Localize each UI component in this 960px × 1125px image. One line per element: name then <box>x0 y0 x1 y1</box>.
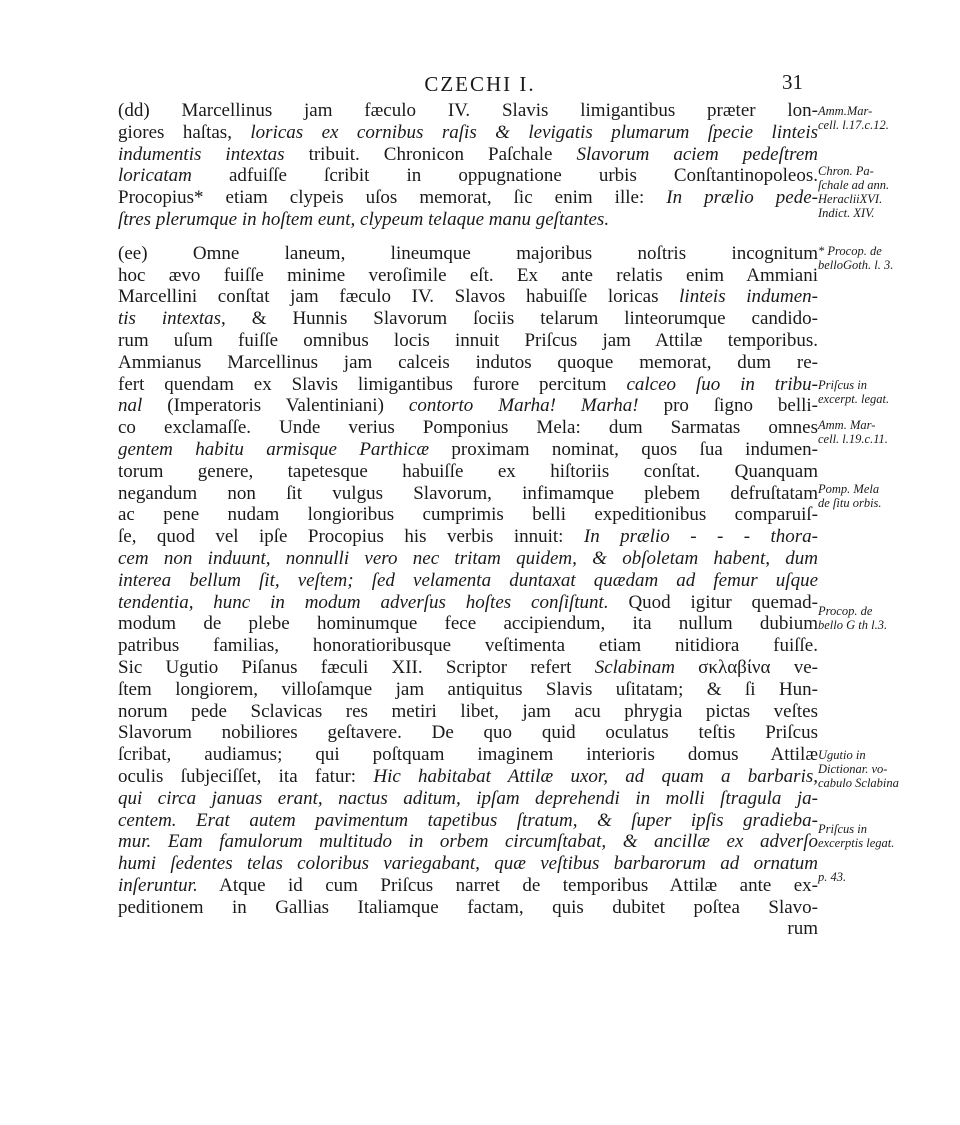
margin-note-line: ſchale ad ann. <box>818 178 890 192</box>
text-segment: norum pede Sclavicas res metiri libet, jam acu phrygia pictas veſtes <box>118 700 818 722</box>
text-line <box>118 918 818 940</box>
page-number: 31 <box>782 70 803 94</box>
margin-note-line: Procop. de <box>818 604 873 618</box>
margin-note-line: excerpt. legat. <box>818 392 890 406</box>
text-segment: interea bellum ſit, veſtem; ſed velamenta duntaxat quædam ad femur uſque <box>118 569 818 591</box>
text-segment: tis intextas <box>118 308 222 330</box>
margin-note-amm-marcell-2 <box>818 418 948 446</box>
text-line <box>118 144 818 166</box>
text-segment: peditionem in Gallias Italiamque factam, quis dubitet poſtea Slavo- <box>118 896 818 918</box>
margin-note-line: HeracliiXVI. <box>818 192 883 206</box>
margin-note-line: cell. l.19.c.11. <box>818 432 888 446</box>
text-line <box>118 243 818 265</box>
margin-note-ugutio <box>818 748 948 790</box>
text-segment: negandum non ſit vulgus Slavorum, infimamque plebem defruſtatam <box>118 482 818 504</box>
text-line <box>118 122 818 144</box>
text-line <box>118 504 818 526</box>
margin-note-page-ref <box>818 870 948 884</box>
text-segment: adfuiſſe ſcribit in oppugnatione urbis Conſtantinopoleos. <box>191 165 818 187</box>
text-line <box>118 461 818 483</box>
text-segment: centem. Erat autem pavimentum tapetibus ſtratum, & ſuper ipſis gradieba- <box>118 809 818 831</box>
text-line <box>118 744 818 766</box>
text-segment: Atque id cum Priſcus narret de temporibus Attilæ ante ex- <box>197 874 818 896</box>
text-line <box>118 548 818 570</box>
text-line <box>118 265 818 287</box>
margin-note-procop-bello-goth <box>818 244 948 272</box>
text-segment: cem non induunt, nonnulli vero nec tritam quidem, & obſoletam habent, dum <box>118 547 818 569</box>
text-segment: tendentia, hunc in modum adverſus hoſtes conſiſtunt. <box>118 591 609 613</box>
text-line <box>118 766 818 788</box>
text-segment: ſtem longiorem, villoſamque jam antiquitus Slavis uſitatam; & ſi Hun- <box>118 678 818 700</box>
text-line <box>118 526 818 548</box>
text-segment: Sic Ugutio Piſanus fæculi XII. Scriptor refert <box>118 656 595 678</box>
text-line <box>118 352 818 374</box>
text-segment: loricas ex cornibus raſis & levigatis plumarum ſpecie linteis <box>250 121 818 143</box>
text-segment: Hic habitabat Attilæ uxor, ad quam a barbaris, <box>373 765 818 787</box>
text-segment: calceo ſuo in tribu- <box>626 373 819 395</box>
text-segment: fert quendam ex Slavis limigantibus furore percitum <box>118 373 627 395</box>
running-head-title: CZECHI I. <box>424 72 536 96</box>
margin-note-pomp-mela <box>818 482 948 510</box>
text-segment: oculis ſubjeciſſet, ita fatur: <box>118 765 374 787</box>
text-line <box>118 722 818 744</box>
text-segment: Slavorum nobiliores geſtavere. De quo quid oculatus teſtis Priſcus <box>118 722 818 744</box>
text-line <box>118 165 818 187</box>
margin-note-line: Amm. Mar- <box>818 418 876 432</box>
text-segment: hoc ævo fuiſſe minime veroſimile eſt. Ex ante relatis enim Ammiani <box>118 264 818 286</box>
text-line <box>118 613 818 635</box>
text-segment: nal <box>118 395 143 417</box>
text-segment: ſe, quod vel ipſe Procopius his verbis innuit: <box>118 526 584 548</box>
text-segment: qui circa januas erant, nactus aditum, ipſam deprehendi in molli ſtragula ja- <box>118 787 818 809</box>
margin-note-line: Dictionar. vo- <box>818 762 888 776</box>
text-segment: torum genere, tapetesque habuiſſe ex hiſtoriis conſtat. Quanquam <box>118 460 818 482</box>
text-segment: inſeruntur. <box>118 874 198 896</box>
text-segment: mur. Eam famulorum multitudo in orbem circumſtabat, & ancillæ ex adverſo <box>118 831 818 853</box>
text-line <box>118 395 818 417</box>
text-segment: (dd) Marcellinus jam fæculo IV. Slavis limigantibus præter lon- <box>118 100 818 121</box>
text-segment: Procopius* etiam clypeis uſos memorat, ſic enim ille: <box>118 187 667 209</box>
margin-note-line: excerptis legat. <box>818 836 895 850</box>
main-text-body <box>118 100 818 940</box>
text-line <box>118 679 818 701</box>
margin-note-line: Chron. Pa- <box>818 164 874 178</box>
margin-note-line: Priſcus in <box>818 378 867 392</box>
margin-note-line: * Procop. de <box>818 244 882 258</box>
margin-note-chron-paschale <box>818 164 948 220</box>
margin-note-priscus-excerptis <box>818 822 948 850</box>
text-segment: contorto Marha! Marha! <box>408 395 639 417</box>
text-segment: Slavorum aciem pedeſtrem <box>576 143 819 165</box>
text-segment: Sclabinam <box>594 656 675 678</box>
text-line <box>118 417 818 439</box>
text-line <box>118 788 818 810</box>
text-segment: ſtres plerumque in hoſtem eunt, clypeum telaque manu geſtantes. <box>118 208 610 230</box>
text-line <box>118 831 818 853</box>
margin-note-priscus-excerpt <box>818 378 948 406</box>
text-line <box>118 570 818 592</box>
text-segment: In prælio - - - thora- <box>583 526 819 548</box>
text-segment: , & Hunnis Slavorum ſociis telarum linteorumque candido- <box>221 308 818 330</box>
text-segment: gentem habitu armisque Parthicæ <box>118 438 429 460</box>
margin-note-line: Indict. XIV. <box>818 206 875 220</box>
text-segment: humi ſedentes telas coloribus variegabant, quæ veſtibus barbarorum ad ornatum <box>118 853 818 875</box>
text-line <box>118 635 818 657</box>
text-line <box>118 308 818 330</box>
margin-note-line: p. 43. <box>818 870 847 884</box>
text-segment: co exclamaſſe. Unde verius Pomponius Mela: dum Sarmatas omnes <box>118 417 818 439</box>
text-segment: loricatam <box>118 165 192 187</box>
text-line <box>118 483 818 505</box>
text-line <box>118 374 818 396</box>
margin-note-line: cell. l.17.c.12. <box>818 118 889 132</box>
text-segment: indumentis intextas <box>118 143 285 165</box>
text-segment: pro ſigno belli- <box>638 395 819 417</box>
margin-note-line: Amm.Mar- <box>818 104 873 118</box>
margin-note-line: Pomp. Mela <box>818 482 880 496</box>
text-segment: patribus familias, honoratioribusque veſtimenta etiam nitidiora fuiſſe. <box>118 635 818 657</box>
text-line <box>118 657 818 679</box>
text-segment: ac pene nudam longioribus cumprimis belli expeditionibus comparuiſ- <box>118 504 818 526</box>
text-segment: modum de plebe hominumque fece accipiendum, ita nullum dubium <box>118 613 818 635</box>
text-line <box>118 286 818 308</box>
text-segment: ſcribat, audiamus; qui poſtquam imaginem interioris domus Attilæ <box>118 744 818 766</box>
text-segment: tribuit. Chronicon Paſchale <box>284 143 577 165</box>
margin-note-amm-marcell <box>818 104 948 132</box>
margin-note-procop-bello-goth-2 <box>818 604 948 632</box>
text-segment: Quod igitur quemad- <box>608 591 818 613</box>
text-segment: (ee) Omne laneum, lineumque majoribus noſtris incognitum <box>118 242 818 264</box>
text-line <box>118 592 818 614</box>
text-segment: rum <box>787 918 818 940</box>
text-segment: rum uſum fuiſſe omnibus locis innuit Priſcus jam Attilæ temporibus. <box>118 329 818 351</box>
text-line <box>118 187 818 209</box>
text-line <box>118 897 818 919</box>
text-line <box>118 810 818 832</box>
text-segment: giores haſtas, <box>118 121 251 143</box>
text-segment: In prælio pede- <box>666 187 818 209</box>
text-segment: proximam nominat, quos ſua indumen- <box>429 438 819 460</box>
text-segment: σκλαβίνα ve- <box>674 656 818 678</box>
margin-note-line: Priſcus in <box>818 822 867 836</box>
margin-note-line: cabulo Sclabina <box>818 776 899 790</box>
text-line <box>118 439 818 461</box>
text-segment: Ammianus Marcellinus jam calceis indutos quoque memorat, dum re- <box>118 351 818 373</box>
margin-note-line: bello G th l.3. <box>818 618 888 632</box>
margin-note-line: Ugutio in <box>818 748 866 762</box>
text-line <box>118 875 818 897</box>
text-segment: linteis indumen- <box>679 286 818 308</box>
margin-note-line: belloGoth. l. 3. <box>818 258 894 272</box>
margin-note-line: de ſitu orbis. <box>818 496 882 510</box>
text-segment: Marcellini conſtat jam fæculo IV. Slavos habuiſſe loricas <box>118 286 680 308</box>
text-segment: (Imperatoris Valentiniani) <box>142 395 409 417</box>
text-line <box>118 330 818 352</box>
text-line <box>118 209 818 231</box>
text-line <box>118 701 818 723</box>
text-line <box>118 853 818 875</box>
text-line <box>118 100 818 122</box>
